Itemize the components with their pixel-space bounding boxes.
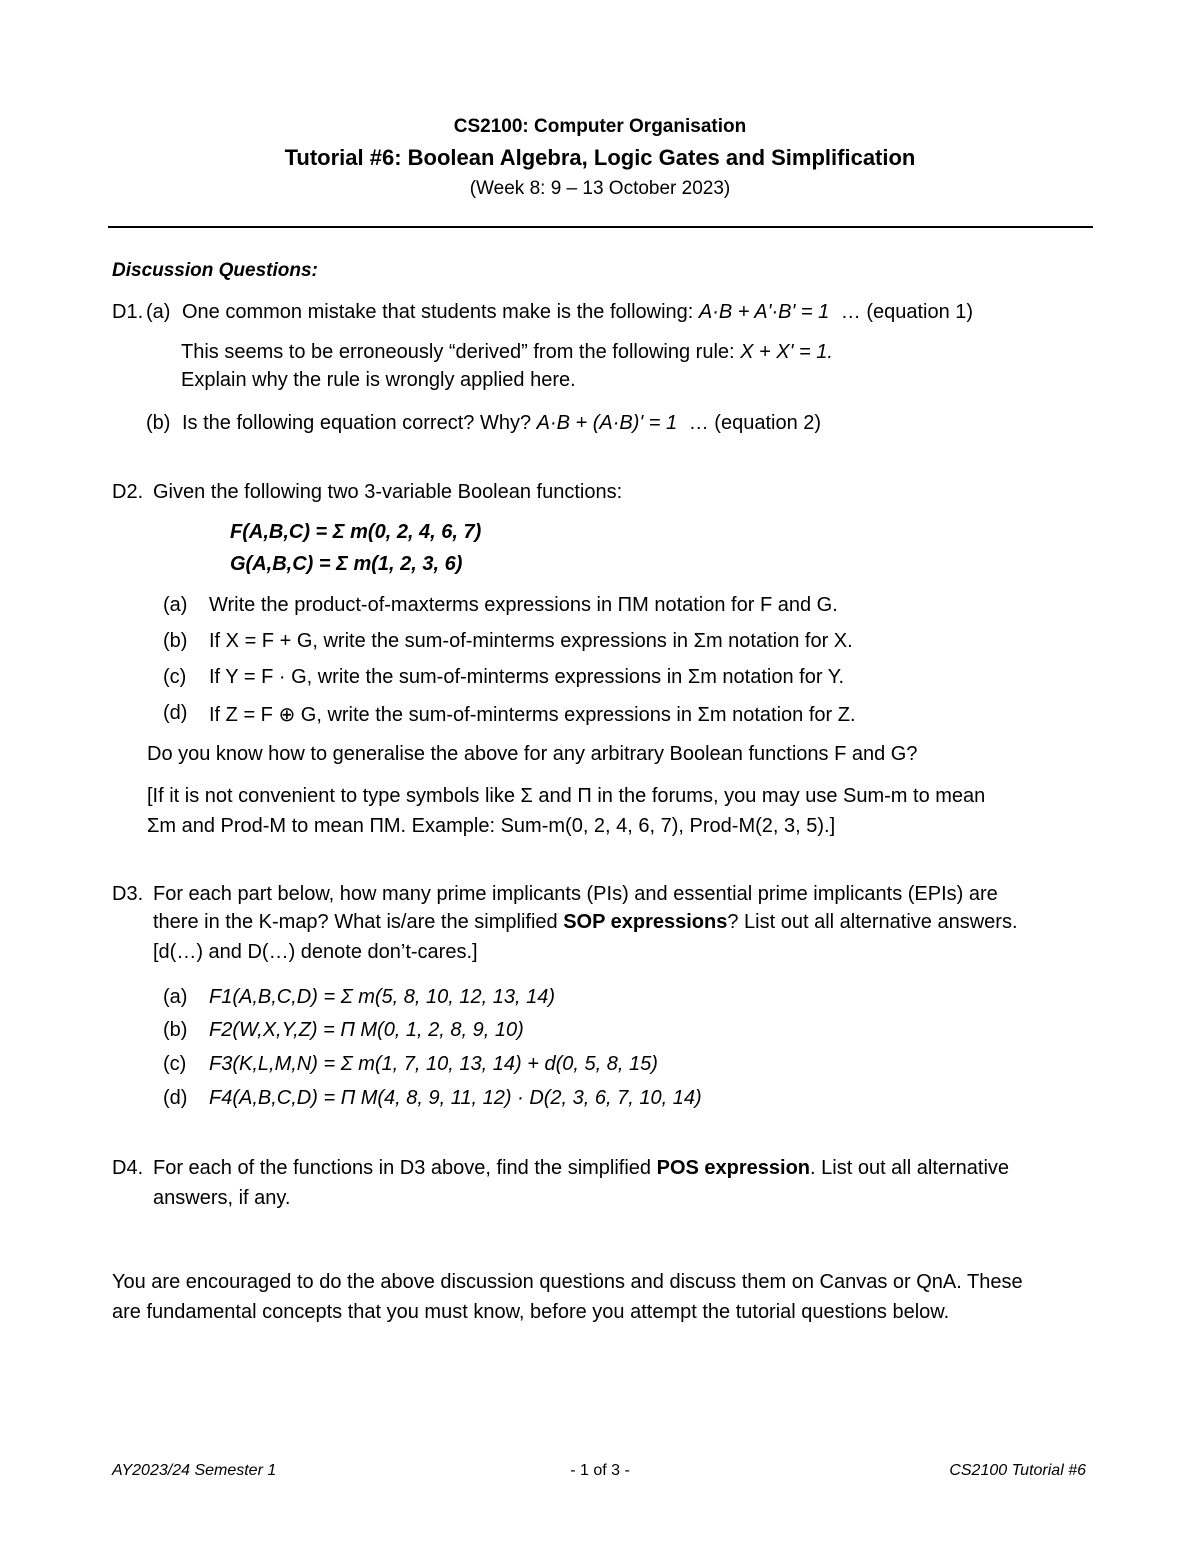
footer-semester: AY2023/24 Semester 1 <box>112 1462 277 1479</box>
d2c-label: (c) <box>163 666 187 688</box>
page-title: Tutorial #6: Boolean Algebra, Logic Gates and Simplification <box>284 145 916 170</box>
d4-line1-end: . List out all alternative <box>810 1157 1010 1179</box>
d1b-tag: … (equation 2) <box>688 412 822 434</box>
d1a-label: (a) <box>146 301 171 323</box>
d1b-question <box>182 412 821 435</box>
d2-note-line2: Σm and Prod-M to mean ΠM. Example: Sum-m(0, 2, 4, 6, 7), Prod-M(2, 3, 5).] <box>147 815 836 837</box>
d2a-text: Write the product-of-maxterms expressions in ΠM notation for F and G. <box>209 594 838 616</box>
header-divider <box>108 226 1093 228</box>
d1a-line2-text: This seems to be erroneously “derived” from the following rule: <box>181 341 741 363</box>
closing-line2: are fundamental concepts that you must know, before you attempt the tutorial questions below. <box>112 1301 950 1323</box>
d2b-text: If X = F + G, write the sum-of-minterms expressions in Σm notation for X. <box>209 630 853 652</box>
d2-generalise: Do you know how to generalise the above for any arbitrary Boolean functions F and G? <box>147 743 918 765</box>
d3d-function: F4(A,B,C,D) = Π M(4, 8, 9, 11, 12) · D(2, 3, 6, 7, 10, 14) <box>209 1087 702 1109</box>
d4-line2: answers, if any. <box>153 1187 291 1209</box>
d1-number: D1. <box>112 301 144 323</box>
d1a-rule: X + X' = 1. <box>740 341 833 363</box>
d4-number: D4. <box>112 1157 144 1179</box>
d3-line2-text: there in the K-map? What is/are the simplified <box>153 911 564 933</box>
d2d-label: (d) <box>163 702 188 724</box>
d1b-text: Is the following equation correct? Why? <box>182 412 537 434</box>
d4-pos-emphasis: POS expression <box>656 1157 811 1179</box>
d3-sop-emphasis: SOP expressions <box>563 911 728 933</box>
d3-line2-end: ? List out all alternative answers. <box>727 911 1018 933</box>
d3c-label: (c) <box>163 1053 187 1075</box>
d1b-label: (b) <box>146 412 171 434</box>
d1a-question <box>182 301 973 324</box>
d3-line2 <box>153 911 1018 934</box>
d1a-tag: … (equation 1) <box>840 301 974 323</box>
d1a-text: One common mistake that students make is the following: <box>182 301 699 323</box>
d2-g-definition: G(A,B,C) = Σ m(1, 2, 3, 6) <box>230 553 463 575</box>
d2b-label: (b) <box>163 630 188 652</box>
d3b-label: (b) <box>163 1019 188 1041</box>
d2a-label: (a) <box>163 594 188 616</box>
d2-intro: Given the following two 3-variable Boolean functions: <box>153 481 623 503</box>
d3a-label: (a) <box>163 986 188 1008</box>
d2d-text: If Z = F ⊕ G, write the sum-of-minterms expressions in Σm notation for Z. <box>209 704 856 726</box>
section-title: Discussion Questions: <box>112 260 318 281</box>
course-title: CS2100: Computer Organisation <box>453 116 747 137</box>
d2c-text: If Y = F · G, write the sum-of-minterms expressions in Σm notation for Y. <box>209 666 845 688</box>
d1a-line2 <box>181 341 833 364</box>
d4-line1-text: For each of the functions in D3 above, find the simplified <box>153 1157 657 1179</box>
d3-line3: [d(…) and D(…) denote don’t-cares.] <box>153 941 478 963</box>
d1a-line3: Explain why the rule is wrongly applied here. <box>181 369 576 391</box>
d2-f-definition: F(A,B,C) = Σ m(0, 2, 4, 6, 7) <box>230 521 482 543</box>
d3d-label: (d) <box>163 1087 188 1109</box>
d3-number: D3. <box>112 883 144 905</box>
d3-line1: For each part below, how many prime implicants (PIs) and essential prime implicants (EPIs) are <box>153 883 998 905</box>
d1b-equation: A·B + (A·B)' = 1 <box>536 412 678 434</box>
footer-page-number: - 1 of 3 - <box>570 1462 630 1479</box>
d2-number: D2. <box>112 481 144 503</box>
d1a-equation: A·B + A'·B' = 1 <box>698 301 830 323</box>
d4-line1 <box>153 1157 1009 1180</box>
d2-note-line1: [If it is not convenient to type symbols like Σ and Π in the forums, you may use Sum-m to mean <box>147 785 986 807</box>
d3c-function: F3(K,L,M,N) = Σ m(1, 7, 10, 13, 14) + d(0, 5, 8, 15) <box>209 1053 658 1075</box>
week-subtitle: (Week 8: 9 – 13 October 2023) <box>469 178 731 199</box>
closing-line1: You are encouraged to do the above discussion questions and discuss them on Canvas or QnA. These <box>112 1271 1023 1293</box>
footer-course-ref: CS2100 Tutorial #6 <box>949 1462 1086 1479</box>
d3b-function: F2(W,X,Y,Z) = Π M(0, 1, 2, 8, 9, 10) <box>209 1019 524 1041</box>
d3a-function: F1(A,B,C,D) = Σ m(5, 8, 10, 12, 13, 14) <box>209 986 556 1008</box>
